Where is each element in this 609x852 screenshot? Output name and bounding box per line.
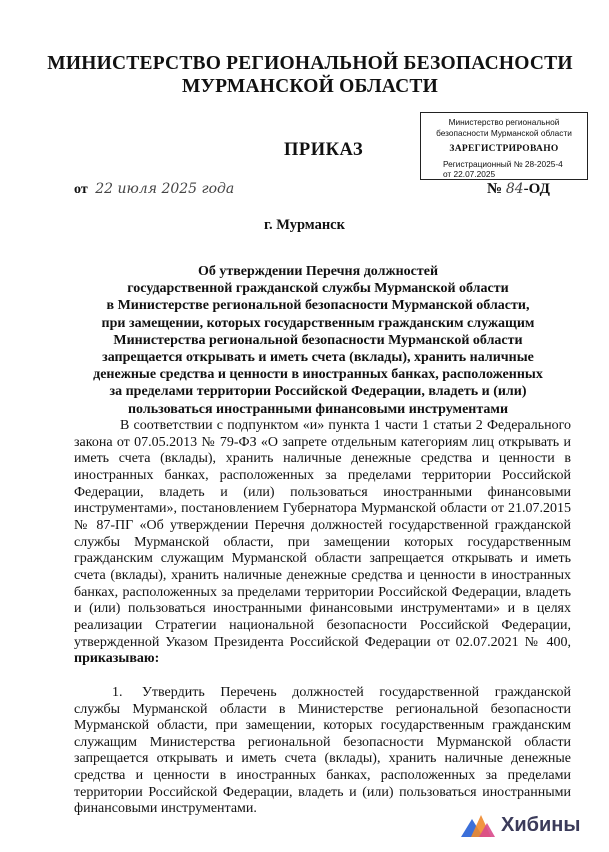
city: г. Мурманск [264,217,345,233]
handwritten-number: 84 [505,181,524,197]
stamp-line-2: безопасности Мурманской области [436,127,572,138]
title-line: государственной гражданской службы Мурманской области [127,281,509,297]
preamble-text: В соответствии с подпунктом «и» пункта 1 части 1 статьи 2 Федерального закона от 07.05.2013 № 79-ФЗ «О запрете отдельным категориям лиц открывать и иметь счета (вклады), хранить наличные денежные средства и ценности в иностранных банках, расположенных за пределами территории Российской Федерации, владеть и (или) пользоваться иностранными финансовыми инструментами», постановлением Губернатора Мурманской области от 21.07.2015 № 87-ПГ «Об утверждении Перечня должностей государственной гражданской службы Мурманской области, при замещении которых государственным гражданским служащим Мурманской области запрещается открывать и иметь счета (вклады), хранить наличные денежные средства и ценности в иностранных банках, расположенных за пределами территории Российской Федерации, владеть и (или) пользоваться иностранными финансовыми инструментами» и в целях реализации Стратегии национальной безопасности Российской Федерации, утвержденной Указом Президента Российской Федерации от 02.07.2021 № 400, [74,418,571,650]
preamble-paragraph [74,418,571,668]
order-title [60,263,576,418]
item-1-paragraph [74,685,571,818]
title-line: пользоваться иностранными финансовыми инструментами [127,401,509,417]
order-colon: : [154,651,160,667]
mountains-logo-icon [461,813,495,837]
document-type: ПРИКАЗ [284,140,364,160]
date-prefix: от [74,182,88,197]
date-row [74,181,234,198]
ministry-header [40,52,580,98]
item-1-text: Утвердить Перечень должностей государственной гражданской службы Мурманской области в Министерстве региональной безопасности Мурманской области, при замещении, которых государственным гражданским служащим Министерства региональной безопасности Мурманской области запрещается открывать и иметь счета (вклады), хранить наличные денежные средства и ценности в иностранных банках, расположенных за пределами территории Российской Федерации, владеть и (или) пользоваться иностранными финансовыми инструментами. [74,684,571,817]
registration-stamp [420,112,588,180]
ministry-line-1: МИНИСТЕРСТВО РЕГИОНАЛЬНОЙ БЕЗОПАСНОСТИ [47,53,573,74]
stamp-reg-number: Регистрационный № 28-2025-4 [443,158,563,169]
title-line: запрещается открывать и иметь счета (вклады), хранить наличные [102,350,534,366]
title-line: Министерства региональной безопасности Мурманской области [113,332,523,348]
watermark-text: Хибины [501,813,581,836]
stamp-line-1: Министерство региональной [448,117,560,127]
stamp-status: ЗАРЕГИСТРИРОВАНО [449,144,559,154]
stamp-reg-date: от 22.07.2025 [443,169,496,179]
title-line: за пределами территории Российской Федерации, владеть и (или) [109,384,527,400]
title-line: Об утверждении Перечня должностей [197,264,439,279]
title-line: в Министерстве региональной безопасности Мурманской области, [106,298,530,314]
order-body [74,418,571,818]
order-word: приказываю [74,651,155,667]
number-row [487,181,550,198]
number-suffix: -ОД [523,181,550,197]
title-line: денежные средства и ценности в иностранных банках, расположенных [93,367,543,383]
watermark [461,812,580,838]
number-prefix: № [487,181,503,197]
item-1-number: 1. [112,684,123,700]
ministry-line-2: МУРМАНСКОЙ ОБЛАСТИ [182,76,438,97]
title-line: при замещении, которых государственным гражданским служащим [101,315,535,331]
handwritten-date: 22 июля 2025 года [95,181,235,197]
